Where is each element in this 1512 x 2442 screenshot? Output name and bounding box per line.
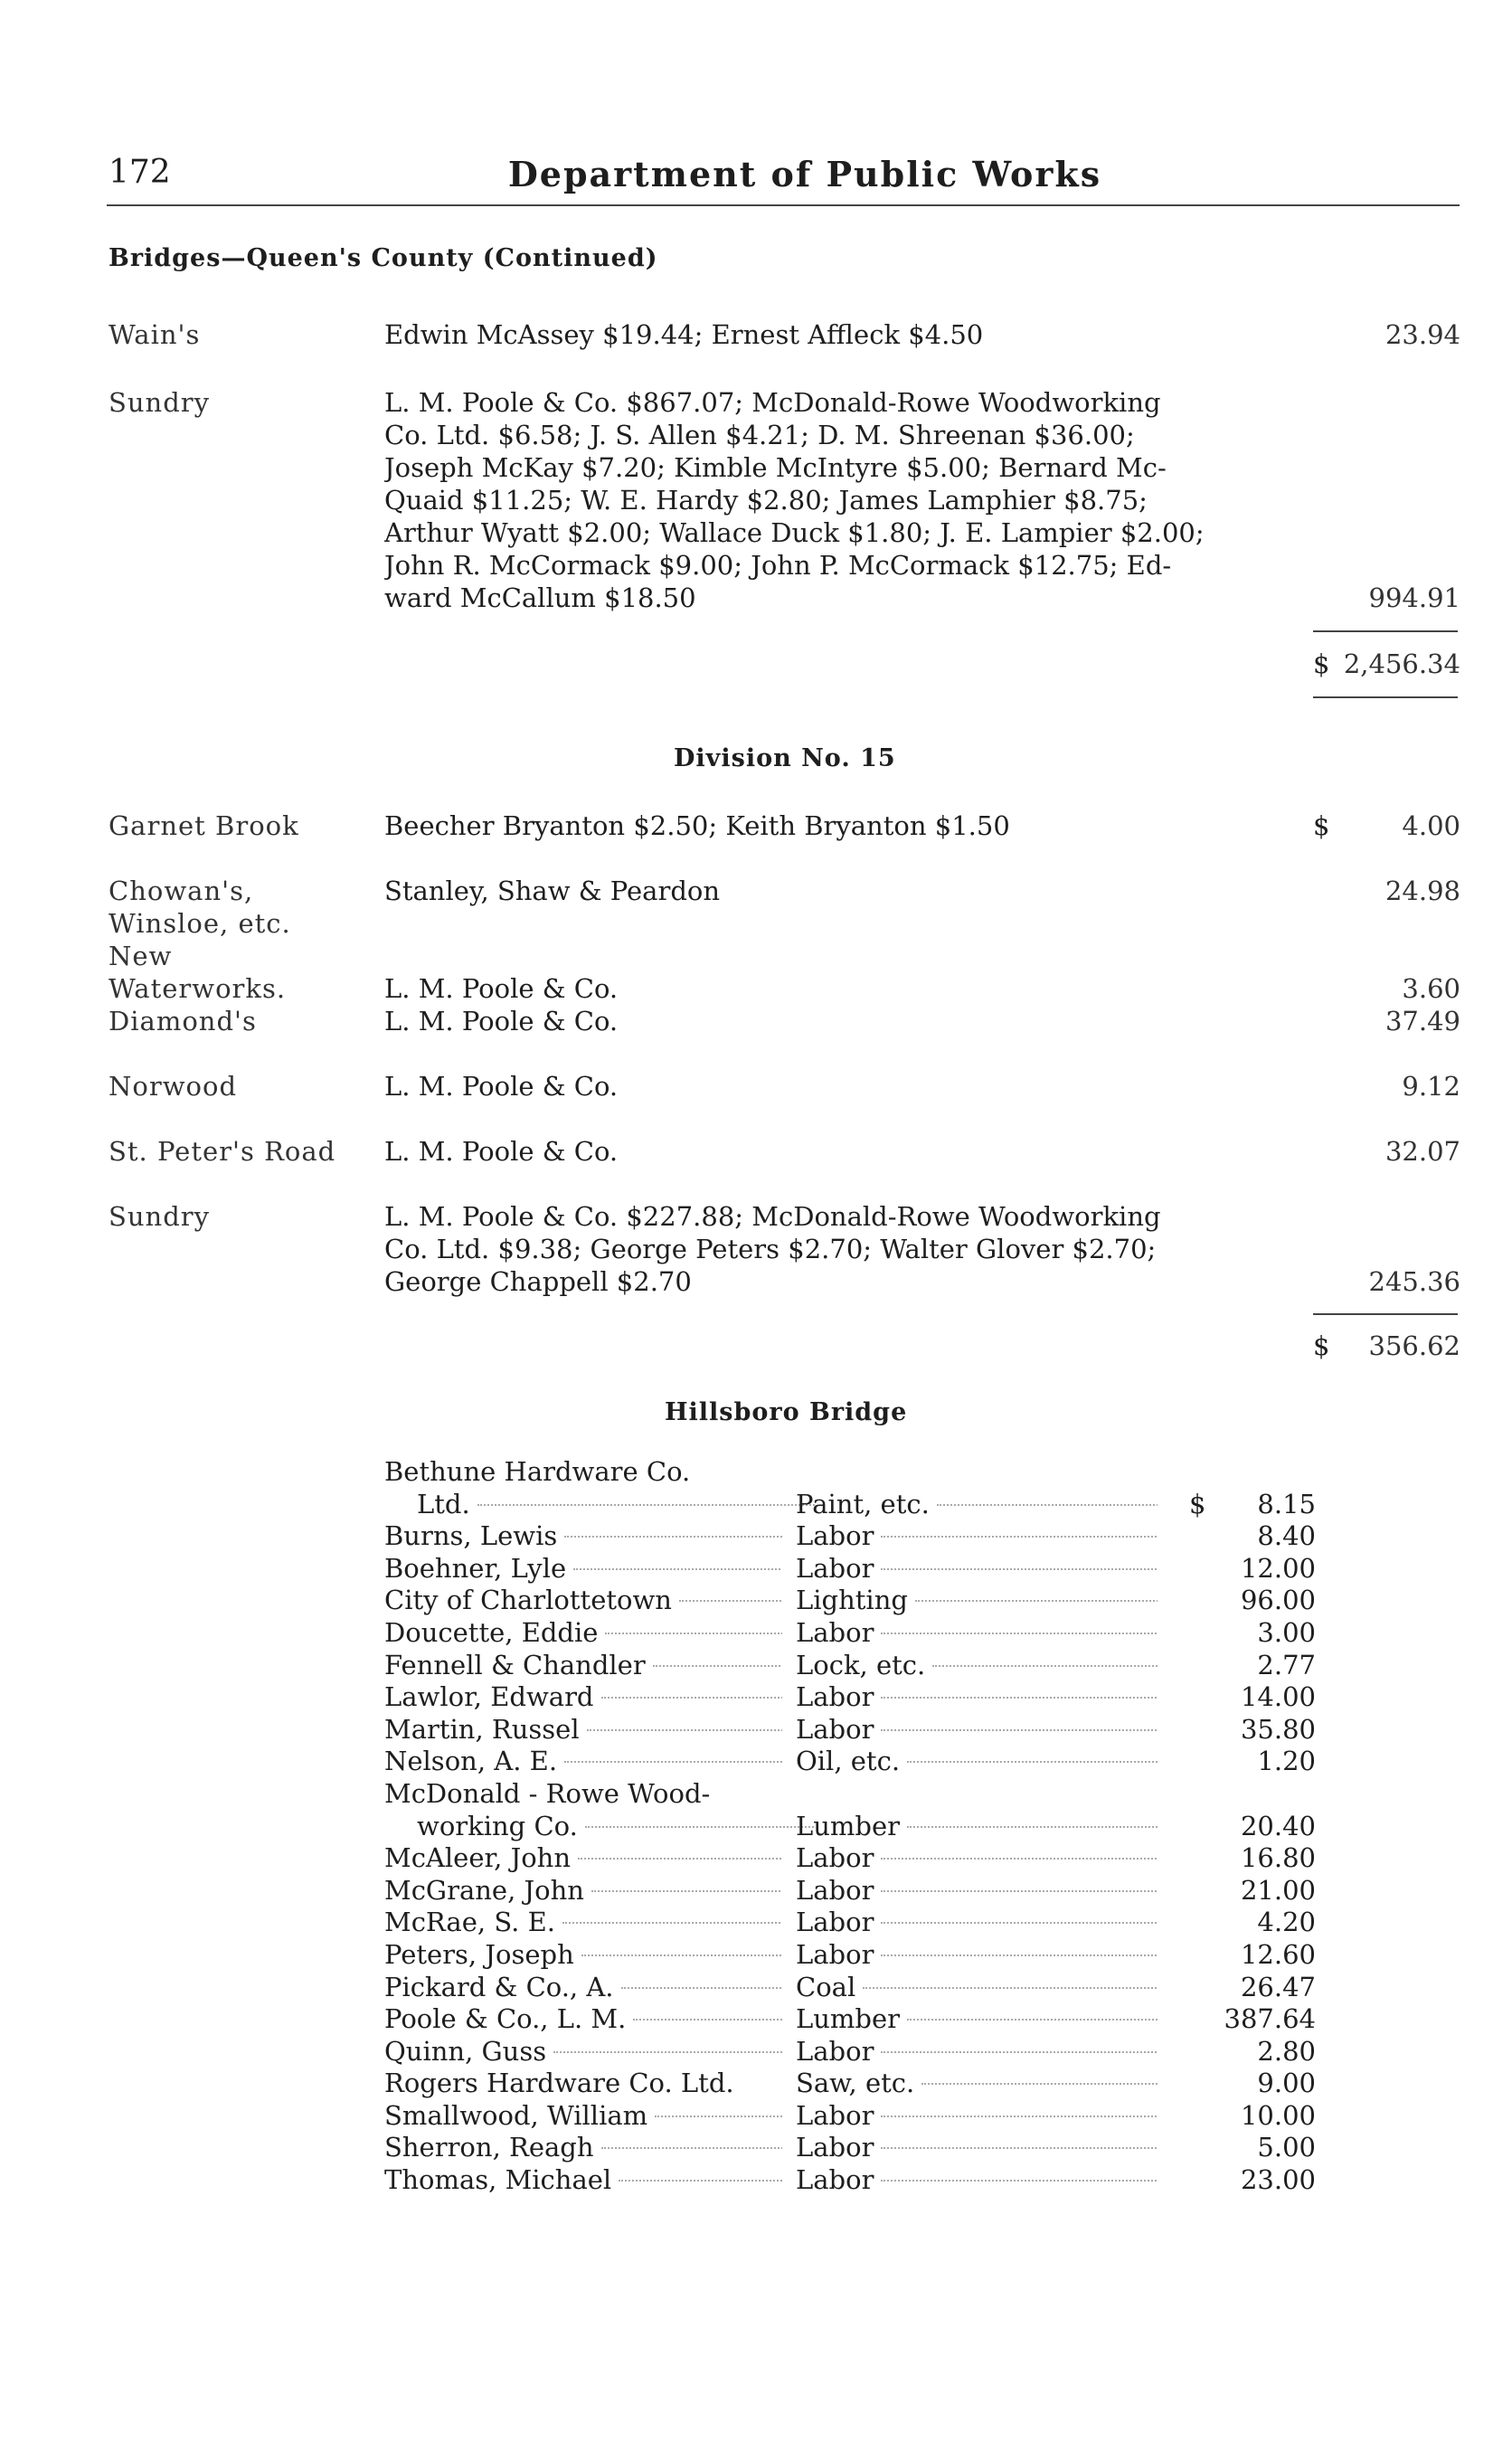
ledger-item-text: Saw, etc. [796,2068,915,2099]
leader-dots [585,1826,815,1828]
ledger-amount: 35.80 [1240,1713,1316,1745]
ledger-item-text: Oil, etc. [796,1746,901,1777]
leader-dots [581,1955,782,1956]
total-rule [1313,696,1458,698]
ledger-name-text: Pickard & Co., A. [384,1971,614,2002]
leader-dots [619,2180,782,2182]
leader-dots [601,1697,783,1699]
location-line: Winsloe, etc. [109,908,291,939]
entry-amount: 4.00 [1402,810,1460,841]
description-line: L. M. Poole & Co. $227.88; McDonald-Rowe Woodworking [384,1201,1161,1232]
description-line: Co. Ltd. $6.58; J. S. Allen $4.21; D. M. Shreenan $36.00; [384,420,1135,450]
ledger-row [384,1907,1316,1939]
ledger-name [384,1907,782,1939]
entry-description [384,386,1305,614]
entry-description [384,1070,1305,1103]
leader-dots [881,2115,1158,2117]
description-line: John R. McCormack $9.00; John P. McCormack $12.75; Ed- [384,550,1172,581]
leader-dots [907,1761,1158,1763]
ledger-amount: 3.00 [1257,1616,1316,1648]
ledger-name-text: McGrane, John [384,1874,584,1906]
ledger-amount: 23.00 [1240,2164,1316,2196]
ledger-item-text: Labor [796,1874,874,1906]
ledger-name [384,1585,782,1617]
ledger-item-text: Lighting [796,1585,908,1616]
leader-dots [881,2180,1158,2182]
ledger-name [384,2164,782,2197]
ledger-name-text: Boehner, Lyle [384,1552,567,1584]
entry-amount: 23.94 [1384,319,1460,350]
leader-dots [921,2083,1158,2085]
entry-description [384,809,1305,842]
leader-dots [655,2115,782,2117]
ledger-name-text: Poole & Co., L. M. [384,2003,627,2035]
ledger-item [796,2036,1158,2068]
leader-dots [881,2051,1158,2053]
entry-location: Sundry [109,387,211,418]
total-dollar-sign: $ [1313,1330,1330,1361]
ledger-amount: 10.00 [1240,2099,1316,2131]
ledger-item-text: Paint, etc. [796,1488,930,1519]
ledger-item-text: Labor [796,1907,874,1938]
description-line: Beecher Bryanton $2.50; Keith Bryanton $1.50 [384,810,1010,841]
ledger-amount: 21.00 [1240,1874,1316,1906]
description-line: L. M. Poole & Co. [384,1071,619,1102]
ledger-row [384,2100,1316,2133]
entry-amount: 994.91 [1368,582,1460,613]
ledger-item [796,1520,1158,1553]
ledger-row [384,1746,1316,1778]
ledger-item-text: Lumber [796,1810,901,1841]
ledger-item [796,1681,1158,1714]
ledger-name [384,1650,782,1682]
ledger-row [384,1520,1316,1553]
ledger-name-text: Quinn, Guss [384,2035,547,2067]
total-dollar-sign: $ [1313,648,1330,679]
ledger-name-text: McRae, S. E. [384,1907,555,1938]
ledger-amount: 96.00 [1240,1585,1316,1616]
ledger-name [384,1972,782,2004]
ledger-item-text: Lock, etc. [796,1649,926,1680]
description-line: Stanley, Shaw & Peardon [384,876,721,906]
leader-dots [633,2019,782,2021]
entry-description [384,1200,1305,1298]
ledger-item [796,2100,1158,2133]
ledger-amount: 2.77 [1257,1649,1316,1680]
page-number: 172 [109,154,171,191]
ledger-item-text: Coal [796,1971,856,2002]
ledger-row [384,1585,1316,1617]
leader-dots [605,1633,782,1634]
ledger-row [384,1939,1316,1972]
ledger-amount: 4.20 [1257,1907,1316,1938]
ledger-name-text: Doucette, Eddie [384,1616,599,1648]
ledger-row [384,1617,1316,1650]
ledger-name: McDonald - Rowe Wood- [384,1777,711,1809]
ledger-item-text: Labor [796,2164,874,2196]
entry-amount: 245.36 [1368,1266,1460,1297]
ledger-row [384,1875,1316,1907]
description-line: Co. Ltd. $9.38; George Peters $2.70; Walter Glover $2.70; [384,1234,1157,1264]
ledger-name-text: City of Charlottetown [384,1585,672,1616]
leader-dots [881,1568,1158,1570]
ledger-item [796,1553,1158,1585]
ledger-name [384,1939,782,1972]
ledger-amount: 9.00 [1257,2068,1316,2099]
ledger-amount: 387.64 [1224,2003,1316,2035]
ledger-item [796,1585,1158,1617]
entry-amount: 9.12 [1402,1071,1460,1102]
entry-location: Norwood [109,1071,238,1102]
entry-description [384,1005,1305,1037]
ledger-name [384,2132,782,2164]
leader-dots [679,1600,782,1602]
ledger-item-text: Labor [796,1938,874,1970]
ledger-item-text: Labor [796,1713,874,1745]
ledger-row [384,2164,1316,2197]
description-line: ward McCallum $18.50 [384,582,696,613]
ledger-row [384,1553,1316,1585]
entry-amount: 3.60 [1402,973,1460,1004]
entry-location: Wain's [109,319,201,350]
leader-dots [562,1922,782,1924]
leader-dots [578,1858,782,1860]
ledger-item-text: Labor [796,1520,874,1552]
entry-amount: 37.49 [1384,1006,1460,1036]
leader-dots [881,1890,1158,1892]
ledger-name-text: Burns, Lewis [384,1520,558,1552]
leader-dots [591,1890,782,1892]
entry-description [384,875,1305,907]
ledger-item-text: Labor [796,2132,874,2163]
ledger-row [384,1714,1316,1746]
leader-dots [881,1729,1158,1731]
leader-dots [881,1858,1158,1860]
leader-dots [573,1568,782,1570]
ledger-item-text: Labor [796,1842,874,1874]
leader-dots [601,2147,782,2149]
description-line: Quaid $11.25; W. E. Hardy $2.80; James Lamphier $8.75; [384,485,1148,516]
ledger-amount: 8.15 [1257,1488,1316,1519]
ledger-amount: 5.00 [1257,2132,1316,2163]
leader-dots [564,1536,782,1538]
location-line: New [109,941,173,971]
ledger-name [384,2003,782,2036]
ledger-row [384,1681,1316,1714]
leader-dots [881,1633,1158,1634]
leader-dots [587,1729,782,1731]
leader-dots [915,1600,1158,1602]
ledger-name-text: Lawlor, Edward [384,1681,594,1713]
leader-dots [937,1504,1158,1506]
dollar-sign: $ [1313,810,1330,841]
leader-dots [477,1504,815,1506]
entry-location [109,940,380,1005]
ledger-amount: 14.00 [1240,1681,1316,1713]
ledger-name-text: Sherron, Reagh [384,2132,594,2163]
ledger-item [796,1811,1158,1843]
ledger-name-text: Fennell & Chandler [384,1649,646,1680]
ledger-item [796,1875,1158,1907]
description-line: L. M. Poole & Co. [384,1006,619,1036]
entry-amount: 32.07 [1384,1136,1460,1167]
ledger-item-text: Labor [796,2099,874,2131]
leader-dots [564,1761,782,1763]
entry-description [384,318,1305,351]
ledger-row [384,1842,1316,1875]
ledger-item [796,2164,1158,2197]
ledger-amount: 12.60 [1240,1938,1316,1970]
entry-location: Sundry [109,1201,211,1232]
section-title-hillsboro-bridge: Hillsboro Bridge [665,1398,908,1426]
ledger-item [796,1907,1158,1939]
section-total: 2,456.34 [1343,648,1460,679]
ledger-name: Bethune Hardware Co. [384,1456,691,1487]
entry-description [384,1135,1305,1168]
ledger-item [796,1972,1158,2004]
ledger-row [384,2003,1316,2036]
ledger-name [384,1811,815,1843]
leader-dots [881,1955,1158,1956]
ledger-row [384,1489,1316,1521]
ledger-name-text: Nelson, A. E. [384,1746,558,1777]
ledger-name [384,1875,782,1907]
ledger-name-text: Martin, Russel [384,1713,580,1745]
section-total: 356.62 [1368,1330,1460,1361]
ledger-name [384,1553,782,1585]
ledger-item [796,2132,1158,2164]
ledger-item-text: Lumber [796,2003,901,2035]
leader-dots [907,1826,1158,1828]
ledger-row [384,1456,1316,1489]
ledger-name [384,1714,782,1746]
header-rule [107,204,1460,206]
ledger-name [384,2068,782,2100]
leader-dots [932,1665,1158,1667]
section-title-division-15: Division No. 15 [674,744,896,772]
ledger-name [384,1842,782,1875]
location-line: Waterworks. [109,973,287,1004]
ledger-name [384,1489,815,1521]
ledger-row [384,2132,1316,2164]
leader-dots [881,1536,1158,1538]
ledger-name-text: Rogers Hardware Co. Ltd. [384,2068,734,2099]
ledger-name-text: Smallwood, William [384,2099,648,2131]
ledger-name [384,1617,782,1650]
ledger-amount: 26.47 [1240,1971,1316,2002]
ledger-item [796,1939,1158,1972]
ledger-item [796,1617,1158,1650]
section-title-bridges-queens: Bridges—Queen's County (Continued) [109,244,658,272]
ledger-name-text: Ltd. [417,1488,470,1519]
location-line: Chowan's, [109,876,254,906]
ledger-name-text: Thomas, Michael [384,2164,612,2196]
page-header [109,154,1456,208]
entry-location: Garnet Brook [109,810,299,841]
leader-dots [881,1922,1158,1924]
hillsboro-ledger [384,1456,1316,2197]
ledger-row [384,1650,1316,1682]
ledger-name-text: McAleer, John [384,1842,572,1874]
ledger-name [384,1746,782,1778]
ledger-amount: 2.80 [1257,2035,1316,2067]
leader-dots [881,1697,1158,1699]
description-line: L. M. Poole & Co. [384,1136,619,1167]
ledger-name-text: working Co. [417,1810,578,1841]
ledger-item-text: Labor [796,1616,874,1648]
ledger-amount: 1.20 [1257,1746,1316,1777]
ledger-item [796,1714,1158,1746]
ledger-item-text: Labor [796,1681,874,1713]
entry-description [384,972,1305,1005]
ledger-name [384,2100,782,2133]
ledger-row [384,1811,1316,1843]
description-line: Arthur Wyatt $2.00; Wallace Duck $1.80; J. E. Lampier $2.00; [384,517,1205,548]
ledger-amount: 8.40 [1257,1520,1316,1552]
leader-dots [863,1987,1158,1989]
ledger-item [796,1842,1158,1875]
description-line: L. M. Poole & Co. [384,973,619,1004]
ledger-item [796,2068,1158,2100]
ledger-row [384,1972,1316,2004]
subtotal-rule [1313,630,1458,632]
ledger-amount: 20.40 [1240,1810,1316,1841]
ledger-row [384,2068,1316,2100]
ledger-item [796,1489,1158,1521]
description-line: L. M. Poole & Co. $867.07; McDonald-Rowe Woodworking [384,387,1161,418]
running-head: Department of Public Works [507,154,1102,194]
ledger-name [384,1520,782,1553]
ledger-name [384,2036,782,2068]
ledger-amount: 16.80 [1240,1842,1316,1874]
ledger-name-text: Peters, Joseph [384,1938,574,1970]
ledger-row [384,2036,1316,2068]
entry-amount: 24.98 [1384,876,1460,906]
ledger-item [796,2003,1158,2036]
ledger-amount: 12.00 [1240,1552,1316,1584]
dollar-sign: $ [1189,1488,1206,1519]
ledger-name [384,1681,782,1714]
entry-location: Diamond's [109,1006,257,1036]
leader-dots [881,2147,1158,2149]
subtotal-rule [1313,1313,1458,1315]
leader-dots [553,2051,782,2053]
leader-dots [621,1987,782,1989]
ledger-item [796,1650,1158,1682]
ledger-row [384,1778,1316,1811]
entry-location [109,875,380,940]
description-line: Joseph McKay $7.20; Kimble McIntyre $5.00; Bernard Mc- [384,452,1167,483]
ledger-item [796,1746,1158,1778]
leader-dots [907,2019,1158,2021]
ledger-item-text: Labor [796,2035,874,2067]
leader-dots [653,1665,782,1667]
ledger-item-text: Labor [796,1552,874,1584]
description-line: Edwin McAssey $19.44; Ernest Affleck $4.50 [384,319,984,350]
description-line: George Chappell $2.70 [384,1266,692,1297]
entry-location: St. Peter's Road [109,1136,336,1167]
